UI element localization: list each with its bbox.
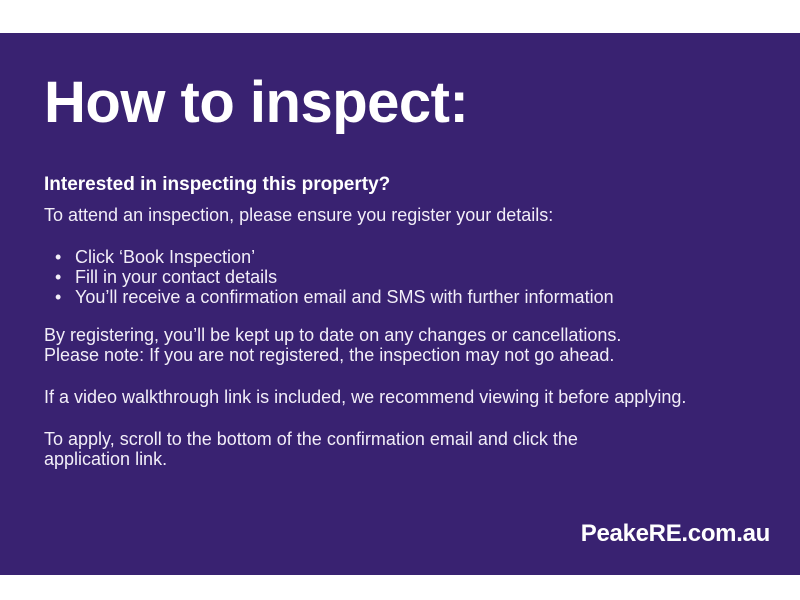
apply-note-line: application link. <box>44 449 168 469</box>
bullet-icon: • <box>55 287 62 307</box>
registering-note <box>44 325 770 365</box>
apply-note <box>44 429 770 469</box>
subheading: Interested in inspecting this property? <box>44 174 391 195</box>
instruction-list <box>44 247 770 307</box>
intro-text: To attend an inspection, please ensure you register your details: <box>44 205 554 225</box>
list-item <box>44 287 770 307</box>
bullet-icon: • <box>55 267 62 287</box>
apply-note-line: To apply, scroll to the bottom of the confirmation email and click the <box>44 429 578 449</box>
registering-note-line: Please note: If you are not registered, the inspection may not go ahead. <box>44 345 615 365</box>
list-item-text: You’ll receive a confirmation email and SMS with further information <box>75 287 614 307</box>
list-item-text: Fill in your contact details <box>75 267 278 287</box>
list-item <box>44 247 770 267</box>
registering-note-line: By registering, you’ll be kept up to date on any changes or cancellations. <box>44 325 622 345</box>
bullet-icon: • <box>55 247 62 267</box>
list-item <box>44 267 770 287</box>
how-to-inspect-panel <box>0 33 800 575</box>
brand-logo: PeakeRE.com.au <box>580 520 770 547</box>
list-item-text: Click ‘Book Inspection’ <box>75 247 256 267</box>
video-note: If a video walkthrough link is included, we recommend viewing it before applying. <box>44 387 687 407</box>
page-title: How to inspect: <box>44 70 469 135</box>
